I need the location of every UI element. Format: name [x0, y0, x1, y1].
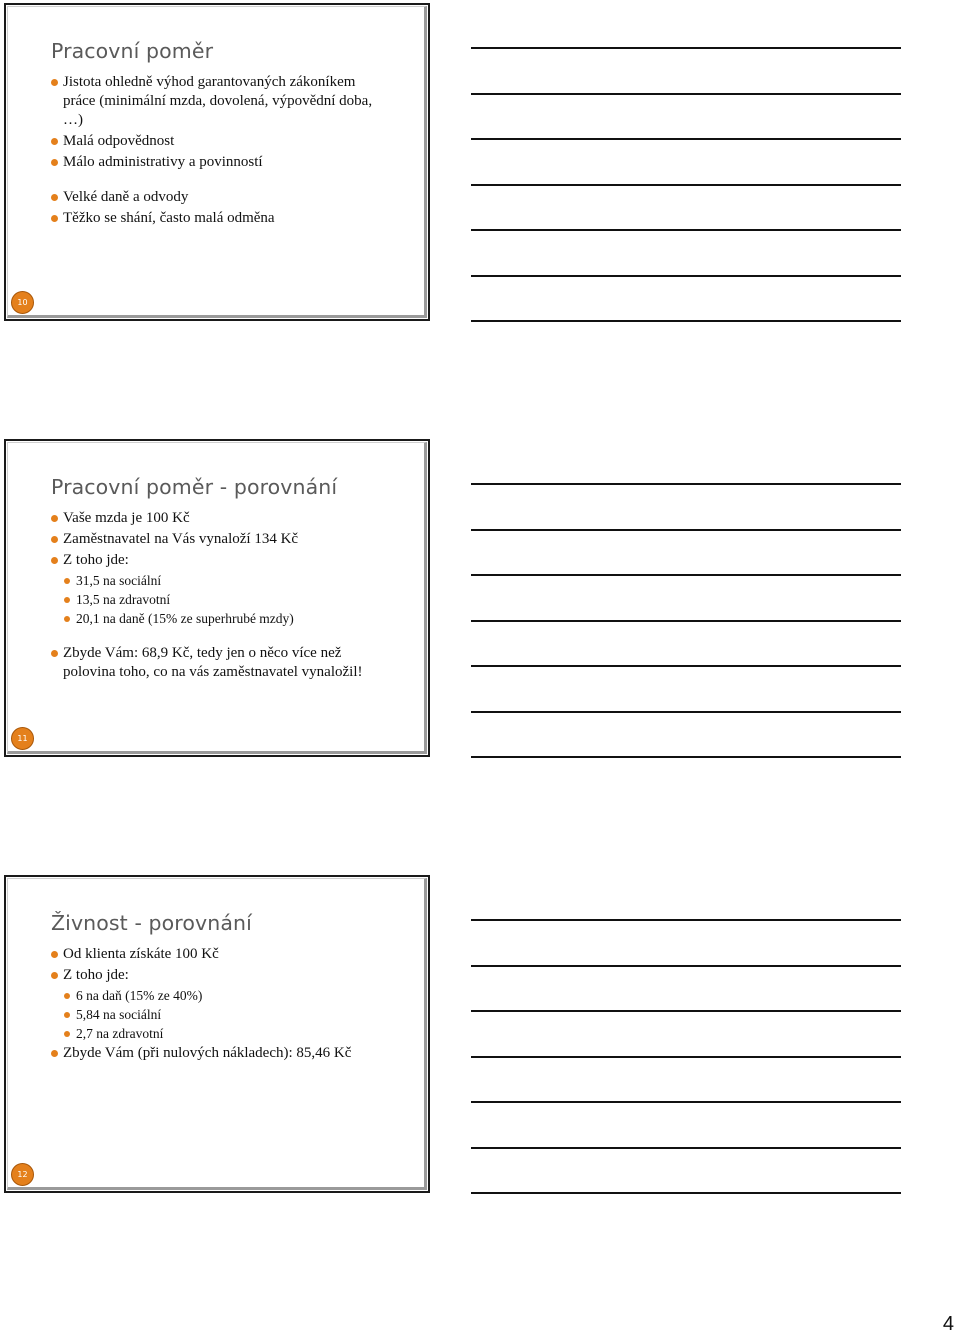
bullet-item: Od klienta získáte 100 Kč	[51, 945, 418, 964]
slide-number-badge: 10	[11, 291, 34, 314]
bullet-item: Zaměstnavatel na Vás vynaloží 134 Kč	[51, 530, 418, 549]
note-line	[471, 229, 901, 231]
bullet-item: Z toho jde:	[51, 551, 418, 570]
sub-bullet-item: 31,5 na sociální	[51, 572, 418, 590]
slide-10	[4, 3, 430, 321]
bullet-item: Málo administrativy a povinností	[51, 153, 418, 172]
bullet-item: Velké daně a odvody	[51, 188, 418, 207]
bullet-item: Těžko se shání, často malá odměna	[51, 209, 418, 228]
note-line	[471, 711, 901, 713]
note-line	[471, 665, 901, 667]
bullet-item: Z toho jde:	[51, 966, 418, 985]
note-line	[471, 93, 901, 95]
sub-bullet-item: 13,5 na zdravotní	[51, 591, 418, 609]
note-line	[471, 138, 901, 140]
note-line	[471, 756, 901, 758]
note-line	[471, 529, 901, 531]
bullet-item: Zbyde Vám (při nulových nákladech): 85,46 Kč	[51, 1044, 418, 1063]
bullet-list	[51, 945, 418, 1065]
bullet-item: Zbyde Vám: 68,9 Kč, tedy jen o něco více než polovina toho, co na vás zaměstnavatel vynaložil!	[51, 644, 381, 682]
sub-bullet-item: 2,7 na zdravotní	[51, 1025, 418, 1043]
sub-bullet-item: 5,84 na sociální	[51, 1006, 418, 1024]
sub-bullet-item: 6 na daň (15% ze 40%)	[51, 987, 418, 1005]
note-line	[471, 574, 901, 576]
sub-bullet-item: 20,1 na daně (15% ze superhrubé mzdy)	[51, 610, 418, 628]
note-line	[471, 275, 901, 277]
slide-title: Pracovní poměr - porovnání	[51, 475, 338, 499]
note-line	[471, 1101, 901, 1103]
note-line	[471, 965, 901, 967]
note-line	[471, 47, 901, 49]
slide-title: Pracovní poměr	[51, 39, 214, 63]
bullet-item: Malá odpovědnost	[51, 132, 418, 151]
note-line	[471, 1056, 901, 1058]
note-line	[471, 483, 901, 485]
slide-title: Živnost - porovnání	[51, 911, 252, 935]
bullet-item: Jistota ohledně výhod garantovaných zákoníkem práce (minimální mzda, dovolená, výpovědní doba, …)	[51, 73, 391, 130]
note-line	[471, 1010, 901, 1012]
note-line	[471, 1147, 901, 1149]
note-line	[471, 620, 901, 622]
note-line	[471, 184, 901, 186]
slide-11	[4, 439, 430, 757]
bullet-list	[51, 509, 418, 684]
slide-number-badge: 12	[11, 1163, 34, 1186]
note-line	[471, 919, 901, 921]
slide-12	[4, 875, 430, 1193]
page-number: 4	[942, 1313, 954, 1335]
note-line	[471, 320, 901, 322]
bullet-item: Vaše mzda je 100 Kč	[51, 509, 418, 528]
slide-number-badge: 11	[11, 727, 34, 750]
note-line	[471, 1192, 901, 1194]
bullet-list	[51, 73, 418, 230]
